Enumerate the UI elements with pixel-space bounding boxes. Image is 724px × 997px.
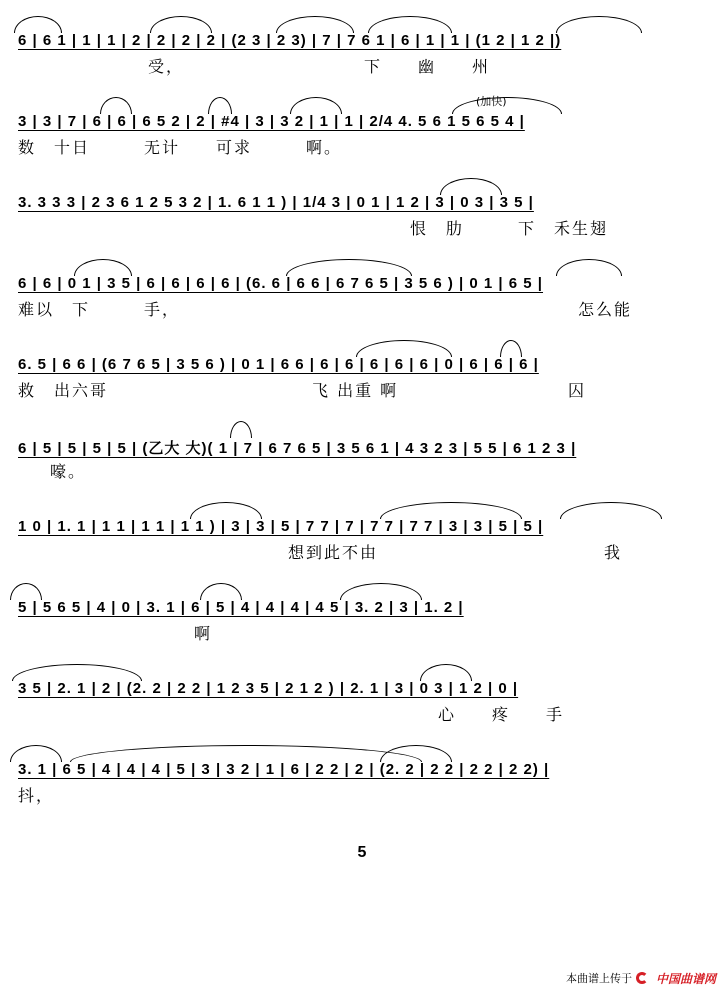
slur-arc [70,745,422,762]
lyric-text: 数 十日 无计 可求 啊。 [18,138,343,157]
site-logo-text: 中国曲谱网 [655,971,716,986]
slur-arc [200,583,242,600]
lyric-text: 心 疼 手 [438,705,565,724]
slur-arc [150,16,212,33]
score-system [0,334,724,404]
page-number: 5 [357,844,367,861]
lyric-text: 怎么能 [578,300,633,319]
note-line [0,334,724,373]
slur-arc [340,583,422,600]
slur-arc [286,259,412,276]
lyric-text: 救 出六哥 [18,381,109,400]
lyric-text: 我 [604,543,623,562]
jianpu-notes: 3. 3 3 3 | 2 3 6 1 2 5 3 2 | 1. 6 1 1 ) | 1/4 3 | 0 1 | 1 2 | 3 | 0 3 | 3 5 | [18,194,534,211]
slur-arc [380,502,522,519]
jianpu-notes: 6 | 5 | 5 | 5 | 5 | (乙大 大)( 1 | 7 | 6 7 6 5 | 3 5 6 1 | 4 3 2 3 | 5 5 | 6 1 2 3 | [18,440,577,457]
lyric-text: 下 幽 州 [364,57,491,76]
tempo-marking: (加快) [476,95,507,108]
jianpu-notes: 5 | 5 6 5 | 4 | 0 | 3. 1 | 6 | 5 | 4 | 4 | 4 | 4 5 | 3. 2 | 3 | 1. 2 | [18,599,464,616]
slur-arc [10,583,42,600]
slur-arc [560,502,662,519]
slur-arc [14,16,62,33]
jianpu-notes: 6 | 6 | 0 1 | 3 5 | 6 | 6 | 6 | 6 | (6. 6 | 6 6 | 6 7 6 5 | 3 5 6 ) | 0 1 | 6 5 | [18,275,544,292]
slur-arc [100,97,132,114]
note-line [0,739,724,778]
score-system [0,739,724,809]
note-line [0,415,724,457]
slur-arc [452,97,562,114]
note-line [0,10,724,49]
slur-arc [12,664,142,681]
slur-arc [276,16,354,33]
score-system [0,415,724,485]
score-system [0,577,724,647]
note-line [0,496,724,535]
lyric-text: 抖， [18,786,55,805]
site-footer [566,967,716,989]
slur-arc [420,664,472,681]
slur-arc [230,421,252,438]
lyric-text: 囚 [568,381,587,400]
jianpu-notes: 3 | 3 | 7 | 6 | 6 | 6 5 2 | 2 | #4 | 3 | 3 2 | 1 | 1 | 2/4 4. 5 6 1 5 6 5 4 | [18,113,525,130]
score-system [0,10,724,80]
note-line [0,577,724,616]
note-line [0,172,724,211]
score-system [0,253,724,323]
lyric-text: 难以 下 手， [18,300,181,319]
jianpu-notes: 6 | 6 1 | 1 | 1 | 2 | 2 | 2 | 2 | (2 3 | 2 3) | 7 | 7 6 1 | 6 | 1 | 1 | (1 2 | 1 2 |) [18,32,562,49]
jianpu-notes: 6. 5 | 6 6 | (6 7 6 5 | 3 5 6 ) | 0 1 | 6 6 | 6 | 6 | 6 | 6 | 6 | 0 | 6 | 6 | 6 | [18,356,539,373]
slur-arc [368,16,452,33]
lyric-text: 嚎。 [50,462,87,481]
slur-arc [556,16,642,33]
slur-arc [440,178,502,195]
slur-arc [500,340,522,357]
score-system [0,91,724,161]
slur-arc [208,97,232,114]
note-line [0,658,724,697]
jianpu-notes: 1 0 | 1. 1 | 1 1 | 1 1 | 1 1 ) | 3 | 3 | 5 | 7 7 | 7 | 7 7 | 7 7 | 3 | 3 | 5 | 5 | [18,518,544,535]
upload-text: 本曲谱上传于 [565,972,632,985]
site-logo-icon [636,971,652,985]
jianpu-notes: 3 5 | 2. 1 | 2 | (2. 2 | 2 2 | 1 2 3 5 | 2 1 2 ) | 2. 1 | 3 | 0 3 | 1 2 | 0 | [18,680,519,697]
lyric-text: 恨 肋 下 禾生翅 [410,219,609,238]
note-line [0,253,724,292]
lyric-text: 想到此不由 [288,543,379,562]
jianpu-notes: 3. 1 | 6 5 | 4 | 4 | 4 | 5 | 3 | 3 2 | 1 | 6 | 2 2 | 2 | (2. 2 | 2 2 | 2 2 | 2 2) | [18,761,550,778]
slur-arc [356,340,452,357]
score-system [0,658,724,728]
slur-arc [380,745,452,762]
note-line [0,91,724,130]
lyric-text: 啊 [194,624,213,643]
slur-arc [290,97,342,114]
slur-arc [556,259,622,276]
slur-arc [74,259,132,276]
score-system [0,172,724,242]
lyric-text: 飞 出重 啊 [312,381,399,400]
score-system [0,496,724,566]
slur-arc [10,745,62,762]
slur-arc [190,502,262,519]
lyric-text: 受， [148,57,185,76]
